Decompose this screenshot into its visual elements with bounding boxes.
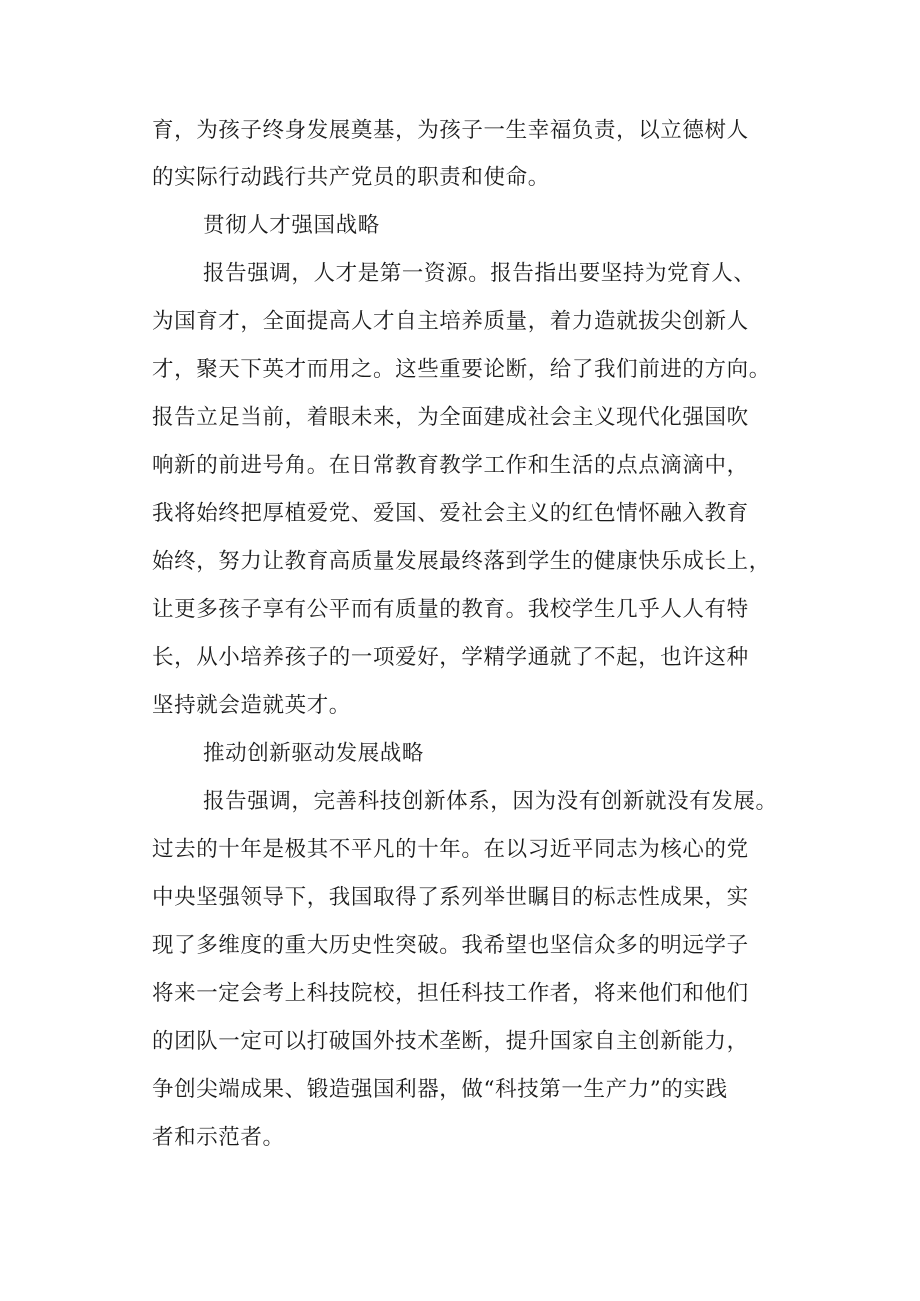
body-line: 争创尖端成果、锻造强国利器，做“科技第一生产力”的实践 bbox=[152, 1077, 728, 1102]
body-line: 始终，努力让教育高质量发展最终落到学生的健康快乐成长上， bbox=[152, 549, 771, 574]
body-line: 我将始终把厚植爱党、爱国、爱社会主义的红色情怀融入教育 bbox=[152, 501, 749, 526]
section-heading-talent-strategy: 贯彻人才强国战略 bbox=[203, 213, 380, 238]
section-heading-innovation-strategy: 推动创新驱动发展战略 bbox=[203, 741, 425, 766]
body-line: 中央坚强领导下，我国取得了系列举世瞩目的标志性成果，实 bbox=[152, 885, 749, 910]
body-line: 报告立足当前，着眼未来，为全面建成社会主义现代化强国吹 bbox=[152, 405, 749, 430]
body-line: 过去的十年是极其不平凡的十年。在以习近平同志为核心的党 bbox=[152, 837, 749, 862]
body-line: 让更多孩子享有公平而有质量的教育。我校学生几乎人人有特 bbox=[152, 597, 749, 622]
body-line: 响新的前进号角。在日常教育教学工作和生活的点点滴滴中， bbox=[152, 453, 749, 478]
body-line: 的实际行动践行共产党员的职责和使命。 bbox=[152, 165, 550, 190]
body-line: 的团队一定可以打破国外技术垄断，提升国家自主创新能力， bbox=[152, 1029, 749, 1054]
body-line: 为国育才，全面提高人才自主培养质量，着力造就拔尖创新人 bbox=[152, 309, 749, 334]
body-line: 才，聚天下英才而用之。这些重要论断，给了我们前进的方向。 bbox=[152, 357, 771, 382]
body-line: 长，从小培养孩子的一项爱好，学精学通就了不起，也许这种 bbox=[152, 645, 749, 670]
body-line: 将来一定会考上科技院校，担任科技工作者，将来他们和他们 bbox=[152, 981, 749, 1006]
body-line: 报告强调，人才是第一资源。报告指出要坚持为党育人、 bbox=[203, 261, 756, 286]
body-line: 报告强调，完善科技创新体系，因为没有创新就没有发展。 bbox=[203, 789, 778, 814]
body-line: 育，为孩子终身发展奠基，为孩子一生幸福负责，以立德树人 bbox=[152, 118, 749, 143]
body-line: 坚持就会造就英才。 bbox=[152, 693, 351, 718]
body-line: 者和示范者。 bbox=[152, 1125, 285, 1150]
body-line: 现了多维度的重大历史性突破。我希望也坚信众多的明远学子 bbox=[152, 933, 749, 958]
